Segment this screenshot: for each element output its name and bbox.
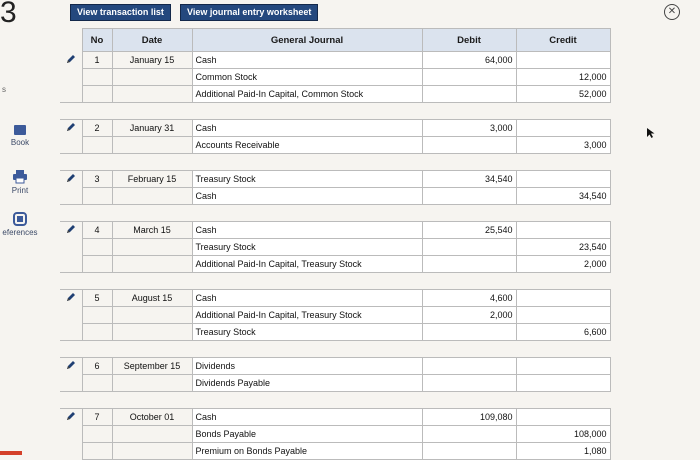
journal-line <box>60 324 610 341</box>
edit-cell[interactable] <box>60 222 82 239</box>
account-cell[interactable]: Treasury Stock <box>192 171 422 188</box>
edit-cell <box>60 239 82 256</box>
edit-cell <box>60 443 82 460</box>
credit-cell[interactable]: 3,000 <box>516 137 610 154</box>
entry-spacer <box>60 205 610 222</box>
journal-line <box>60 409 610 426</box>
col-no: No <box>82 29 112 52</box>
journal-line <box>60 137 610 154</box>
entry-number: 1 <box>82 52 112 69</box>
col-debit: Debit <box>422 29 516 52</box>
entry-date: March 15 <box>112 222 192 239</box>
sidebar-item-book[interactable] <box>0 124 40 147</box>
entry-number <box>82 69 112 86</box>
credit-cell[interactable]: 23,540 <box>516 239 610 256</box>
account-cell[interactable]: Cash <box>192 120 422 137</box>
entry-date: February 15 <box>112 171 192 188</box>
entry-number <box>82 188 112 205</box>
book-icon <box>13 124 27 136</box>
account-cell[interactable]: Cash <box>192 290 422 307</box>
entry-date <box>112 426 192 443</box>
col-date: Date <box>112 29 192 52</box>
credit-cell[interactable]: 52,000 <box>516 86 610 103</box>
question-number: 3 <box>0 0 17 29</box>
credit-cell[interactable] <box>516 171 610 188</box>
close-icon[interactable]: ✕ <box>664 4 680 20</box>
edit-pencil-icon <box>66 411 76 421</box>
account-cell[interactable]: Treasury Stock <box>192 324 422 341</box>
journal-header <box>60 29 610 52</box>
red-accent-bar <box>0 451 22 455</box>
journal-line <box>60 239 610 256</box>
sidebar-book-label: Book <box>10 138 30 147</box>
account-cell[interactable]: Dividends <box>192 358 422 375</box>
entry-number <box>82 443 112 460</box>
mouse-cursor-icon <box>646 127 656 139</box>
account-cell[interactable]: Dividends Payable <box>192 375 422 392</box>
credit-cell[interactable] <box>516 409 610 426</box>
edit-cell <box>60 307 82 324</box>
credit-cell[interactable] <box>516 307 610 324</box>
entry-number: 6 <box>82 358 112 375</box>
credit-cell[interactable]: 108,000 <box>516 426 610 443</box>
printer-icon <box>12 170 28 184</box>
account-cell[interactable]: Accounts Receivable <box>192 137 422 154</box>
entry-number <box>82 307 112 324</box>
journal-line <box>60 358 610 375</box>
journal-line <box>60 256 610 273</box>
debit-cell[interactable]: 2,000 <box>422 307 516 324</box>
credit-cell[interactable] <box>516 222 610 239</box>
entry-date: October 01 <box>112 409 192 426</box>
entry-date <box>112 375 192 392</box>
edit-pencil-icon <box>66 224 76 234</box>
entry-date <box>112 86 192 103</box>
entry-date <box>112 69 192 86</box>
credit-cell[interactable]: 34,540 <box>516 188 610 205</box>
journal-line <box>60 52 610 69</box>
debit-cell[interactable] <box>422 443 516 460</box>
account-cell[interactable]: Treasury Stock <box>192 239 422 256</box>
credit-cell[interactable]: 6,600 <box>516 324 610 341</box>
edit-pencil-icon <box>66 122 76 132</box>
journal-line <box>60 290 610 307</box>
tab-transaction-list[interactable]: View transaction list <box>70 4 171 21</box>
edit-cell[interactable] <box>60 409 82 426</box>
journal-line <box>60 307 610 324</box>
entry-spacer <box>60 273 610 290</box>
entry-spacer <box>60 103 610 120</box>
entry-date: January 15 <box>112 52 192 69</box>
debit-cell[interactable]: 25,540 <box>422 222 516 239</box>
entry-spacer <box>60 392 610 409</box>
account-cell[interactable]: Additional Paid-In Capital, Treasury Stock <box>192 307 422 324</box>
credit-cell[interactable]: 2,000 <box>516 256 610 273</box>
credit-cell[interactable] <box>516 52 610 69</box>
entry-date: September 15 <box>112 358 192 375</box>
account-cell[interactable]: Additional Paid-In Capital, Common Stock <box>192 86 422 103</box>
credit-cell[interactable]: 12,000 <box>516 69 610 86</box>
journal-line <box>60 222 610 239</box>
debit-cell[interactable]: 4,600 <box>422 290 516 307</box>
entry-number <box>82 239 112 256</box>
entry-number: 7 <box>82 409 112 426</box>
debit-cell[interactable]: 64,000 <box>422 52 516 69</box>
entry-date <box>112 324 192 341</box>
debit-cell[interactable] <box>422 375 516 392</box>
journal-line <box>60 375 610 392</box>
credit-cell[interactable]: 1,080 <box>516 443 610 460</box>
debit-cell[interactable]: 3,000 <box>422 120 516 137</box>
edit-cell[interactable] <box>60 171 82 188</box>
entry-date: August 15 <box>112 290 192 307</box>
debit-cell[interactable] <box>422 69 516 86</box>
debit-cell[interactable] <box>422 137 516 154</box>
col-credit: Credit <box>516 29 610 52</box>
debit-cell[interactable] <box>422 358 516 375</box>
edit-cell <box>60 137 82 154</box>
entry-date <box>112 137 192 154</box>
edit-pencil-icon <box>66 54 76 64</box>
edit-pencil-icon <box>66 292 76 302</box>
credit-cell[interactable] <box>516 120 610 137</box>
entry-number <box>82 256 112 273</box>
entry-number: 4 <box>82 222 112 239</box>
credit-cell[interactable] <box>516 290 610 307</box>
edit-cell[interactable] <box>60 290 82 307</box>
account-cell[interactable]: Premium on Bonds Payable <box>192 443 422 460</box>
debit-cell[interactable]: 34,540 <box>422 171 516 188</box>
sidebar-print-label: Print <box>11 186 29 195</box>
edit-cell <box>60 324 82 341</box>
account-cell[interactable]: Cash <box>192 188 422 205</box>
entry-date <box>112 443 192 460</box>
journal-line <box>60 443 610 460</box>
edit-pencil-icon <box>66 173 76 183</box>
credit-cell[interactable] <box>516 358 610 375</box>
edit-cell <box>60 188 82 205</box>
entry-date <box>112 188 192 205</box>
credit-cell[interactable] <box>516 375 610 392</box>
edit-cell <box>60 86 82 103</box>
entry-number <box>82 137 112 154</box>
journal-line <box>60 86 610 103</box>
debit-cell[interactable] <box>422 324 516 341</box>
debit-cell[interactable] <box>422 86 516 103</box>
entry-date <box>112 256 192 273</box>
entry-number <box>82 375 112 392</box>
account-cell[interactable]: Additional Paid-In Capital, Treasury Stock <box>192 256 422 273</box>
entry-number: 2 <box>82 120 112 137</box>
edit-pencil-icon <box>66 360 76 370</box>
entry-spacer <box>60 154 610 171</box>
debit-cell[interactable] <box>422 256 516 273</box>
entry-number <box>82 426 112 443</box>
sidebar-references-label: eferences <box>2 228 38 237</box>
journal-line <box>60 188 610 205</box>
edit-cell <box>60 375 82 392</box>
sidebar-item-print[interactable] <box>0 170 40 195</box>
entry-number <box>82 324 112 341</box>
account-cell[interactable]: Common Stock <box>192 69 422 86</box>
account-cell[interactable]: Cash <box>192 52 422 69</box>
entry-number: 5 <box>82 290 112 307</box>
account-cell[interactable]: Bonds Payable <box>192 426 422 443</box>
edit-cell <box>60 426 82 443</box>
debit-cell[interactable] <box>422 188 516 205</box>
journal-line <box>60 171 610 188</box>
edit-cell[interactable] <box>60 120 82 137</box>
debit-cell[interactable] <box>422 239 516 256</box>
journal-line <box>60 69 610 86</box>
entry-number <box>82 86 112 103</box>
references-icon <box>13 212 27 226</box>
entry-date <box>112 239 192 256</box>
tab-journal-worksheet[interactable]: View journal entry worksheet <box>180 4 318 21</box>
entry-date <box>112 307 192 324</box>
journal-table <box>60 28 611 460</box>
account-cell[interactable]: Cash <box>192 409 422 426</box>
sidebar-item-references[interactable] <box>0 212 40 237</box>
entry-number: 3 <box>82 171 112 188</box>
journal-line <box>60 426 610 443</box>
entry-date: January 31 <box>112 120 192 137</box>
entry-spacer <box>60 341 610 358</box>
debit-cell[interactable]: 109,080 <box>422 409 516 426</box>
edit-cell <box>60 69 82 86</box>
journal-line <box>60 120 610 137</box>
edit-cell <box>60 256 82 273</box>
edit-cell[interactable] <box>60 52 82 69</box>
col-journal: General Journal <box>192 29 422 52</box>
debit-cell[interactable] <box>422 426 516 443</box>
account-cell[interactable]: Cash <box>192 222 422 239</box>
edit-cell[interactable] <box>60 358 82 375</box>
sidebar-dot: s <box>2 85 6 94</box>
